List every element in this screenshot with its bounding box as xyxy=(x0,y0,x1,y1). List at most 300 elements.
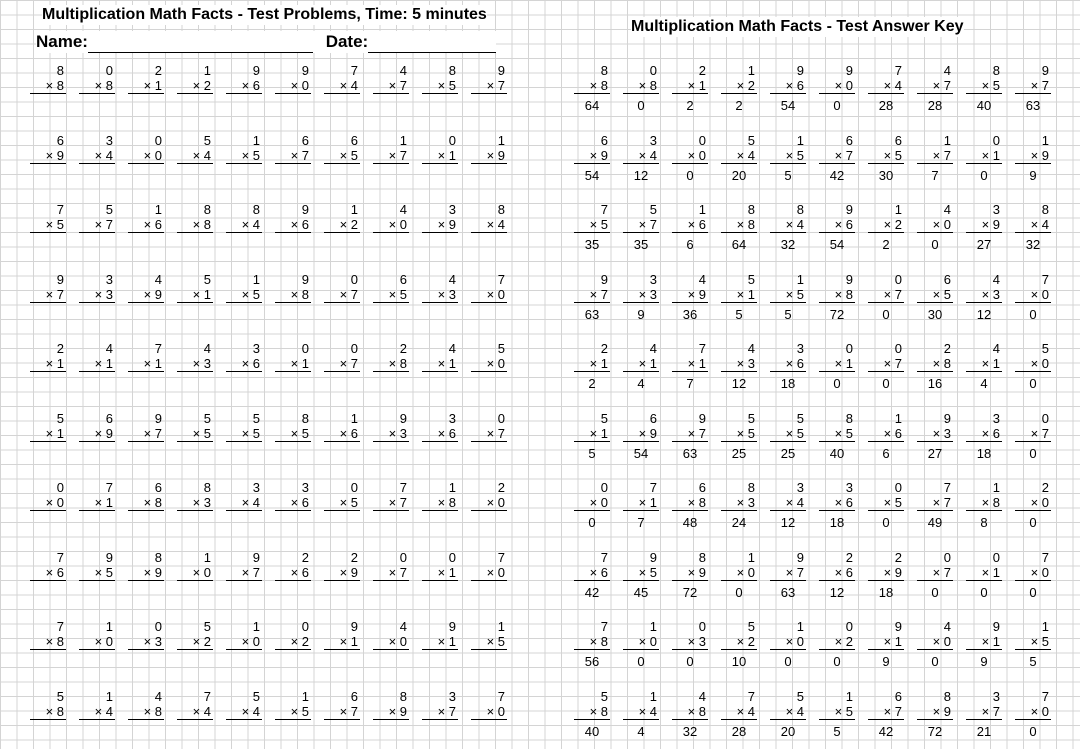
multiplicand: 4 xyxy=(399,202,407,217)
problem xyxy=(177,480,213,511)
multiplier: × 0 xyxy=(128,148,164,164)
multiplicand: 1 xyxy=(1041,619,1049,634)
multiplier: × 0 xyxy=(471,287,507,303)
answer: 63 xyxy=(584,306,600,322)
multiplicand: 6 xyxy=(301,132,309,148)
answer: 7 xyxy=(931,167,939,183)
multiplicand: 9 xyxy=(698,410,706,426)
problem xyxy=(79,341,115,372)
answer-problem xyxy=(770,689,806,739)
multiplier: × 6 xyxy=(275,495,311,511)
problem xyxy=(275,550,311,581)
problem xyxy=(324,480,360,511)
multiplicand: 5 xyxy=(600,688,608,704)
multiplier: × 1 xyxy=(574,356,610,372)
multiplicand: 8 xyxy=(845,410,853,426)
answer-problem xyxy=(819,411,855,461)
multiplier: × 9 xyxy=(79,426,115,442)
answer: 45 xyxy=(633,584,649,600)
problem xyxy=(177,411,213,442)
multiplier: × 4 xyxy=(721,704,757,720)
answer-problem xyxy=(623,272,659,322)
multiplicand: 9 xyxy=(448,619,456,634)
multiplier: × 5 xyxy=(770,287,806,303)
multiplier: × 3 xyxy=(422,287,458,303)
multiplier: × 3 xyxy=(177,495,213,511)
multiplicand: 4 xyxy=(203,341,211,356)
multiplier: × 4 xyxy=(471,217,507,233)
problem xyxy=(177,63,213,94)
multiplier: × 6 xyxy=(226,78,262,94)
multiplier: × 0 xyxy=(30,495,66,511)
multiplicand: 9 xyxy=(845,202,853,217)
multiplicand: 2 xyxy=(56,341,64,356)
multiplier: × 8 xyxy=(128,704,164,720)
multiplicand: 3 xyxy=(649,132,657,148)
answer-problem xyxy=(672,202,708,252)
answer-problem xyxy=(917,689,953,739)
multiplier: × 6 xyxy=(672,217,708,233)
multiplicand: 5 xyxy=(747,271,755,287)
multiplier: × 9 xyxy=(574,148,610,164)
multiplier: × 5 xyxy=(868,495,904,511)
multiplier: × 1 xyxy=(422,565,458,581)
multiplicand: 5 xyxy=(747,132,755,148)
multiplicand: 9 xyxy=(301,63,309,78)
problem xyxy=(373,411,409,442)
multiplier: × 4 xyxy=(226,495,262,511)
multiplicand: 2 xyxy=(1041,480,1049,495)
multiplicand: 5 xyxy=(203,619,211,634)
multiplier: × 7 xyxy=(868,356,904,372)
problem xyxy=(226,550,262,581)
answer-problem xyxy=(623,133,659,183)
answer: 27 xyxy=(927,445,943,461)
multiplicand: 5 xyxy=(796,688,804,704)
problem xyxy=(422,133,458,164)
answer: 25 xyxy=(731,445,747,461)
multiplier: × 8 xyxy=(79,78,115,94)
answer-problem xyxy=(574,480,610,530)
problem xyxy=(471,133,507,164)
multiplier: × 0 xyxy=(373,217,409,233)
multiplicand: 6 xyxy=(154,480,162,495)
answer: 9 xyxy=(882,654,890,669)
multiplier: × 5 xyxy=(471,634,507,650)
answer-problem xyxy=(623,480,659,530)
problem xyxy=(422,689,458,720)
answer-problem xyxy=(1015,202,1051,252)
multiplicand: 8 xyxy=(301,410,309,426)
answer-problem xyxy=(917,272,953,322)
problem xyxy=(324,341,360,372)
multiplier: × 1 xyxy=(966,148,1002,164)
multiplier: × 0 xyxy=(79,634,115,650)
multiplier: × 7 xyxy=(324,704,360,720)
multiplicand: 8 xyxy=(56,63,64,78)
answer: 63 xyxy=(780,584,796,600)
multiplier: × 3 xyxy=(917,426,953,442)
multiplier: × 8 xyxy=(30,704,66,720)
multiplicand: 3 xyxy=(992,202,1000,217)
answer-problem xyxy=(672,272,708,322)
answer: 20 xyxy=(780,723,796,739)
answer-problem xyxy=(770,63,806,113)
multiplicand: 4 xyxy=(992,341,1000,356)
multiplier: × 5 xyxy=(79,565,115,581)
answer: 49 xyxy=(927,515,943,530)
problem xyxy=(422,63,458,94)
answer-problem xyxy=(917,550,953,600)
multiplier: × 3 xyxy=(373,426,409,442)
multiplier: × 7 xyxy=(373,495,409,511)
problem xyxy=(128,550,164,581)
multiplier: × 4 xyxy=(721,148,757,164)
problem xyxy=(373,63,409,94)
multiplier: × 8 xyxy=(30,78,66,94)
problem xyxy=(79,689,115,720)
answer: 42 xyxy=(584,584,600,600)
answer: 18 xyxy=(878,584,894,600)
problem xyxy=(128,272,164,303)
multiplier: × 1 xyxy=(966,356,1002,372)
answer-problem xyxy=(770,411,806,461)
problem xyxy=(177,202,213,233)
problem xyxy=(471,619,507,650)
multiplicand: 5 xyxy=(747,410,755,426)
multiplicand: 1 xyxy=(894,410,902,426)
multiplier: × 1 xyxy=(275,356,311,372)
multiplicand: 6 xyxy=(845,132,853,148)
multiplicand: 0 xyxy=(154,132,162,148)
multiplicand: 9 xyxy=(943,410,951,426)
multiplicand: 7 xyxy=(105,480,113,495)
answer-problem xyxy=(1015,480,1051,530)
multiplicand: 7 xyxy=(600,549,608,565)
multiplier: × 4 xyxy=(177,148,213,164)
multiplicand: 6 xyxy=(894,132,902,148)
multiplicand: 0 xyxy=(1041,410,1049,426)
problem xyxy=(79,411,115,442)
problem xyxy=(324,272,360,303)
multiplicand: 7 xyxy=(698,341,706,356)
answer-problem xyxy=(966,411,1002,461)
multiplier: × 1 xyxy=(672,356,708,372)
multiplicand: 1 xyxy=(1041,132,1049,148)
multiplicand: 1 xyxy=(105,619,113,634)
multiplier: × 9 xyxy=(623,426,659,442)
problem xyxy=(324,133,360,164)
multiplier: × 8 xyxy=(373,356,409,372)
answer: 54 xyxy=(584,167,600,183)
multiplier: × 7 xyxy=(324,287,360,303)
problem xyxy=(275,689,311,720)
multiplicand: 3 xyxy=(796,341,804,356)
answer-problem xyxy=(770,619,806,669)
multiplicand: 4 xyxy=(698,688,706,704)
multiplier: × 9 xyxy=(1015,148,1051,164)
multiplicand: 5 xyxy=(252,688,260,704)
multiplier: × 0 xyxy=(373,634,409,650)
multiplicand: 9 xyxy=(252,63,260,78)
multiplicand: 4 xyxy=(943,63,951,78)
multiplicand: 1 xyxy=(649,688,657,704)
problem xyxy=(128,341,164,372)
multiplier: × 8 xyxy=(721,217,757,233)
answer-problem xyxy=(1015,619,1051,669)
multiplicand: 2 xyxy=(698,63,706,78)
date-blank[interactable] xyxy=(368,34,496,53)
multiplicand: 1 xyxy=(203,63,211,78)
multiplier: × 8 xyxy=(672,704,708,720)
multiplicand: 7 xyxy=(203,688,211,704)
answer-problem xyxy=(623,689,659,739)
problem xyxy=(275,202,311,233)
problem xyxy=(79,63,115,94)
answer: 30 xyxy=(878,167,894,183)
answer: 72 xyxy=(682,584,698,600)
multiplier: × 5 xyxy=(275,704,311,720)
multiplicand: 8 xyxy=(448,63,456,78)
multiplier: × 0 xyxy=(471,495,507,511)
answer: 32 xyxy=(1025,237,1041,252)
multiplicand: 6 xyxy=(943,271,951,287)
answer-problem xyxy=(966,619,1002,669)
problem xyxy=(226,272,262,303)
problem xyxy=(177,341,213,372)
multiplier: × 9 xyxy=(373,704,409,720)
answer: 0 xyxy=(931,654,939,669)
multiplicand: 9 xyxy=(301,202,309,217)
name-blank[interactable] xyxy=(88,34,313,53)
answer-problem xyxy=(623,411,659,461)
multiplicand: 6 xyxy=(350,132,358,148)
multiplicand: 8 xyxy=(747,480,755,495)
answer: 6 xyxy=(686,237,694,252)
multiplier: × 4 xyxy=(324,78,360,94)
answer-problem xyxy=(966,480,1002,530)
problem xyxy=(422,341,458,372)
problem xyxy=(471,550,507,581)
multiplier: × 2 xyxy=(721,78,757,94)
answer: 54 xyxy=(829,237,845,252)
answer: 28 xyxy=(878,98,894,113)
multiplier: × 4 xyxy=(770,495,806,511)
answer-problem xyxy=(966,689,1002,739)
multiplicand: 7 xyxy=(56,549,64,565)
answer: 7 xyxy=(686,376,694,391)
multiplicand: 8 xyxy=(497,202,505,217)
multiplicand: 9 xyxy=(845,63,853,78)
multiplier: × 7 xyxy=(966,704,1002,720)
problem xyxy=(324,619,360,650)
multiplicand: 7 xyxy=(497,549,505,565)
multiplier: × 4 xyxy=(623,148,659,164)
multiplier: × 5 xyxy=(868,148,904,164)
multiplicand: 9 xyxy=(105,549,113,565)
answer: 2 xyxy=(735,98,743,113)
multiplier: × 1 xyxy=(819,356,855,372)
multiplier: × 0 xyxy=(917,634,953,650)
problem xyxy=(79,272,115,303)
answer-problem xyxy=(1015,63,1051,113)
answer-problem xyxy=(672,133,708,183)
multiplicand: 5 xyxy=(203,132,211,148)
multiplicand: 1 xyxy=(649,619,657,634)
answer: 72 xyxy=(829,306,845,322)
multiplicand: 9 xyxy=(154,410,162,426)
multiplicand: 4 xyxy=(747,341,755,356)
multiplier: × 6 xyxy=(868,426,904,442)
multiplicand: 8 xyxy=(943,688,951,704)
answer: 54 xyxy=(633,445,649,461)
answer-problem xyxy=(1015,689,1051,739)
answer-problem xyxy=(672,550,708,600)
problem xyxy=(79,550,115,581)
multiplier: × 5 xyxy=(770,426,806,442)
multiplicand: 2 xyxy=(845,549,853,565)
multiplicand: 3 xyxy=(301,480,309,495)
answer: 12 xyxy=(829,584,845,600)
multiplicand: 1 xyxy=(203,549,211,565)
multiplier: × 6 xyxy=(128,217,164,233)
problem xyxy=(373,272,409,303)
multiplier: × 0 xyxy=(1015,356,1051,372)
multiplier: × 7 xyxy=(422,704,458,720)
problem xyxy=(373,341,409,372)
answer-problem xyxy=(623,550,659,600)
problems-title: Multiplication Math Facts - Test Problems, Time: 5 minutes xyxy=(42,6,487,23)
multiplier: × 4 xyxy=(226,704,262,720)
multiplier: × 9 xyxy=(672,565,708,581)
multiplier: × 8 xyxy=(574,704,610,720)
multiplicand: 1 xyxy=(894,202,902,217)
multiplicand: 1 xyxy=(747,63,755,78)
multiplier: × 8 xyxy=(574,634,610,650)
problem xyxy=(226,480,262,511)
multiplier: × 7 xyxy=(917,148,953,164)
multiplicand: 1 xyxy=(796,619,804,634)
answer: 63 xyxy=(682,445,698,461)
answer-problem xyxy=(672,480,708,530)
problem xyxy=(373,480,409,511)
multiplicand: 5 xyxy=(796,410,804,426)
multiplier: × 0 xyxy=(471,704,507,720)
multiplier: × 6 xyxy=(324,426,360,442)
answer: 0 xyxy=(1029,584,1037,600)
multiplicand: 8 xyxy=(252,202,260,217)
multiplicand: 6 xyxy=(56,132,64,148)
multiplier: × 8 xyxy=(623,78,659,94)
answer: 18 xyxy=(780,376,796,391)
multiplicand: 1 xyxy=(796,132,804,148)
multiplicand: 0 xyxy=(497,410,505,426)
answer: 28 xyxy=(927,98,943,113)
answer-problem xyxy=(868,480,904,530)
multiplicand: 7 xyxy=(747,688,755,704)
answer-problem xyxy=(868,619,904,669)
answer: 4 xyxy=(980,376,988,391)
answer-problem xyxy=(966,63,1002,113)
problem xyxy=(79,480,115,511)
problem xyxy=(30,550,66,581)
multiplier: × 0 xyxy=(275,78,311,94)
multiplier: × 1 xyxy=(79,495,115,511)
problem xyxy=(275,619,311,650)
answer: 10 xyxy=(731,654,747,669)
multiplicand: 2 xyxy=(943,341,951,356)
multiplicand: 0 xyxy=(992,549,1000,565)
multiplicand: 3 xyxy=(448,202,456,217)
problem xyxy=(30,272,66,303)
multiplier: × 7 xyxy=(30,287,66,303)
answer-problem xyxy=(966,133,1002,183)
multiplier: × 9 xyxy=(471,148,507,164)
multiplier: × 0 xyxy=(226,634,262,650)
multiplicand: 0 xyxy=(301,341,309,356)
multiplicand: 4 xyxy=(992,271,1000,287)
answer: 30 xyxy=(927,306,943,322)
multiplicand: 3 xyxy=(992,410,1000,426)
multiplicand: 7 xyxy=(1041,688,1049,704)
multiplicand: 1 xyxy=(252,619,260,634)
problem xyxy=(275,411,311,442)
answer: 24 xyxy=(731,515,747,530)
multiplicand: 5 xyxy=(1041,341,1049,356)
answer-problem xyxy=(1015,133,1051,183)
problem xyxy=(128,202,164,233)
multiplicand: 9 xyxy=(600,271,608,287)
answer: 0 xyxy=(735,584,743,600)
problem xyxy=(324,550,360,581)
answer-problem xyxy=(819,550,855,600)
problem xyxy=(226,619,262,650)
multiplicand: 1 xyxy=(252,132,260,148)
answer: 8 xyxy=(980,515,988,530)
problem xyxy=(30,63,66,94)
answer-problem xyxy=(770,202,806,252)
answer: 0 xyxy=(588,515,596,530)
problem xyxy=(177,272,213,303)
answer-problem xyxy=(917,133,953,183)
answer-problem xyxy=(819,619,855,669)
multiplicand: 0 xyxy=(448,132,456,148)
answer: 5 xyxy=(1029,654,1037,669)
problem xyxy=(79,133,115,164)
problem xyxy=(373,619,409,650)
multiplier: × 5 xyxy=(966,78,1002,94)
answer: 5 xyxy=(588,445,596,461)
answer-problem xyxy=(574,133,610,183)
problem xyxy=(471,341,507,372)
problem xyxy=(30,341,66,372)
answer: 0 xyxy=(931,237,939,252)
answer: 56 xyxy=(584,654,600,669)
multiplier: × 8 xyxy=(917,356,953,372)
name-label: Name: xyxy=(36,32,88,51)
problem xyxy=(422,272,458,303)
multiplicand: 0 xyxy=(399,549,407,565)
multiplicand: 6 xyxy=(600,132,608,148)
answer: 12 xyxy=(731,376,747,391)
problem xyxy=(177,689,213,720)
multiplier: × 4 xyxy=(868,78,904,94)
multiplier: × 1 xyxy=(422,356,458,372)
multiplicand: 0 xyxy=(698,132,706,148)
multiplier: × 1 xyxy=(30,356,66,372)
problem xyxy=(128,619,164,650)
multiplicand: 9 xyxy=(845,271,853,287)
